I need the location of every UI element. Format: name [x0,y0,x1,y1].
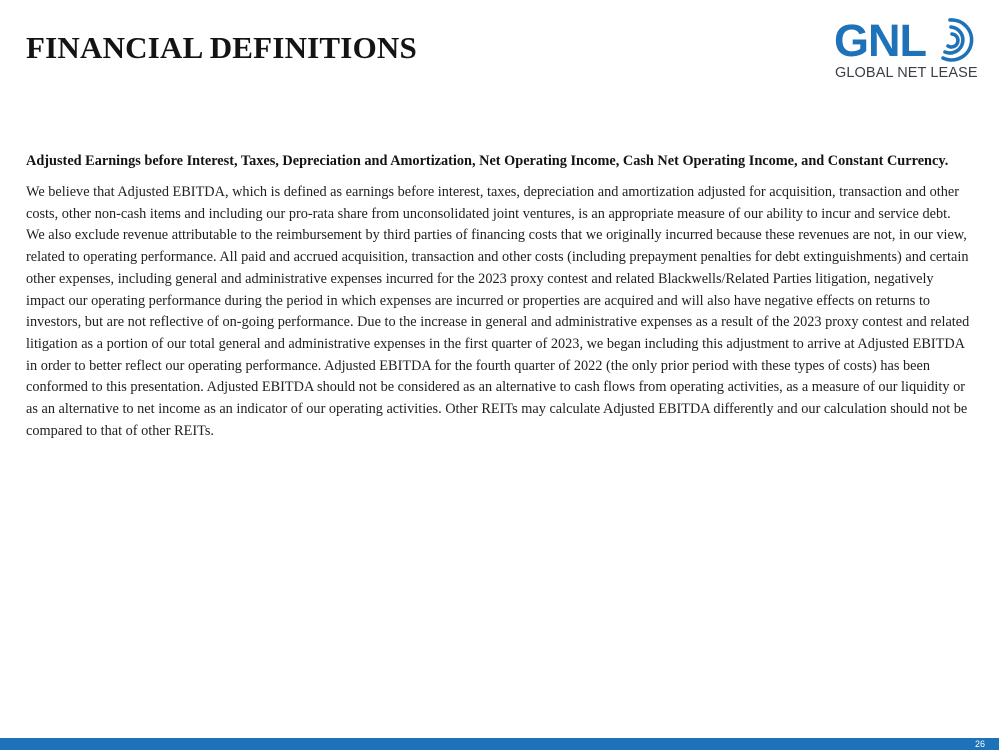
footer-bar [0,738,999,750]
page-number: 26 [974,739,985,749]
definitions-content [26,150,972,442]
logo-subtitle: GLOBAL NET LEASE [835,65,978,81]
definition-paragraph: We believe that Adjusted EBITDA, which is defined as earnings before interest, taxes, depreciation and amortization adjusted for acquisition, transaction and other costs, other non-cash items and including our pro-rata share from unconsolidated joint ventures, is an appropriate measure of our ability to incur and service debt. We also exclude revenue attributable to the reimbursement by third parties of financing costs that we originally incurred because these revenues are not, in our view, related to operating performance. All paid and accrued acquisition, transaction and other costs (including prepayment penalties for debt extinguishments) and certain other expenses, including general and administrative expenses incurred for the 2023 proxy contest and related Blackwells/Related Parties litigation, negatively impact our operating performance during the period in which expenses are incurred or properties are acquired and will also have negative effects on returns to investors, but are not reflective of on-going performance. Due to the increase in general and administrative expenses as a result of the 2023 proxy contest and related litigation as a portion of our total general and administrative expenses in the first quarter of 2023, we began including this adjustment to arrive at Adjusted EBITDA in order to better reflect our operating performance. Adjusted EBITDA for the fourth quarter of 2022 (the only prior period with these types of costs) has been conformed to this presentation. Adjusted EBITDA should not be considered as an alternative to cash flows from operating activities, as a measure of our liquidity or as an alternative to net income as an indicator of our operating activities. Other REITs may calculate Adjusted EBITDA differently and our calculation should not be compared to that of other REITs. [26,184,970,439]
section-heading: Adjusted Earnings before Interest, Taxes, Depreciation and Amortization, Net Operating Income, Cash Net Operating Income, and Constant Currency. [26,153,949,169]
swirl-logo-icon [930,17,976,63]
company-logo [832,16,977,86]
page-title: FINANCIAL DEFINITIONS [26,30,417,65]
logo-wordmark: GNL [834,15,926,66]
